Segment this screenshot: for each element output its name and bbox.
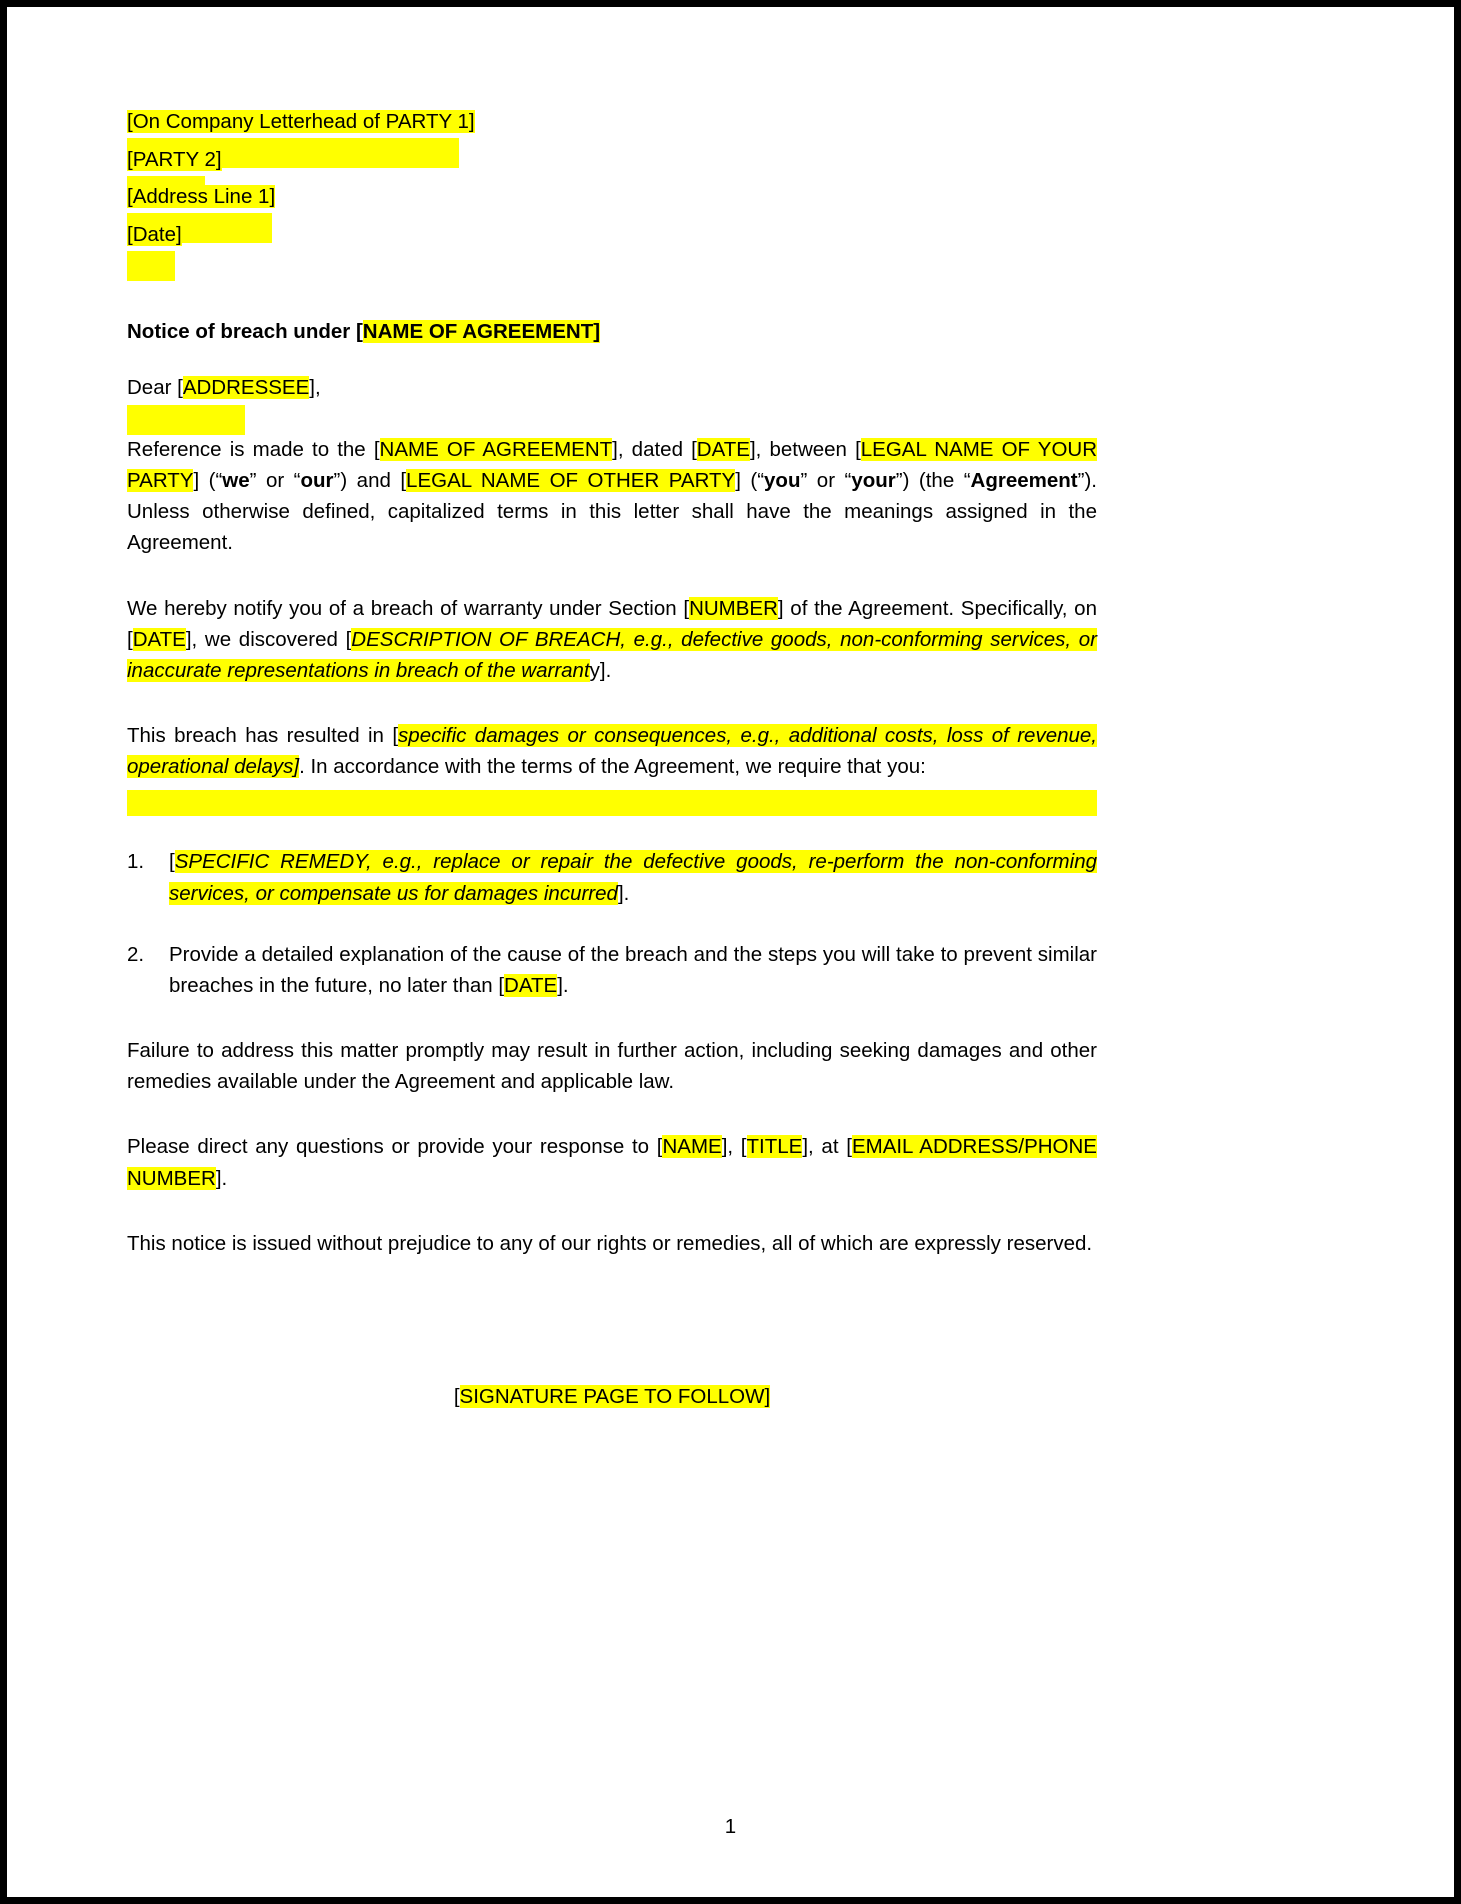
defined-term-you: you <box>764 469 801 493</box>
letter-body <box>127 7 1097 1407</box>
heading-prefix: Notice of breach under [ <box>127 320 363 343</box>
letterhead-line-3 <box>127 187 1097 208</box>
text-segment: y]. <box>589 658 612 682</box>
text-segment: ] (“ <box>735 469 765 493</box>
letterhead-line-4-text: [Date] <box>127 222 182 246</box>
text-segment: ] of the Agreement. Specifically, on [ <box>127 596 1097 651</box>
salutation-placeholder: ADDRESSEE <box>182 375 310 399</box>
paragraph-failure: Failure to address this matter promptly may result in further action, including seeking damages and other remedies available under the Agreement and applicable law. <box>127 1039 1097 1094</box>
placeholder-legal-name-other-party: LEGAL NAME OF OTHER PARTY <box>406 469 736 493</box>
list-item <box>127 816 1097 908</box>
text-segment: [ <box>453 1384 460 1408</box>
placeholder-date: DATE <box>504 973 558 997</box>
page-number-footer: 1 <box>724 1815 737 1838</box>
text-segment: ], between [ <box>749 438 861 461</box>
text-segment: ], at [ <box>802 1135 852 1159</box>
text-segment: ], we discovered [ <box>185 627 352 651</box>
letterhead-line-1 <box>127 112 1097 133</box>
letterhead-line-4 <box>127 222 1097 246</box>
text-segment: Provide a detailed explanation of the cause of the breach and the steps you will take to prevent similar breaches in the future, no later than [ <box>169 942 1097 997</box>
paragraph-reference <box>127 398 1097 559</box>
text-segment: ]. <box>215 1166 228 1190</box>
text-segment: ]. <box>557 973 569 997</box>
placeholder-date: DATE <box>696 438 750 461</box>
placeholder-name: NAME <box>662 1135 722 1159</box>
document-content-area <box>127 7 1097 1897</box>
text-segment: Reference is made to the [ <box>127 438 380 461</box>
page-title <box>127 262 1097 343</box>
text-segment: This breach has resulted in [ <box>127 724 399 748</box>
letterhead-line-1-text: [On Company Letterhead of PARTY 1] <box>127 110 475 133</box>
text-segment: ” or “ <box>800 469 852 493</box>
text-segment: Please direct any questions or provide your response to [ <box>127 1135 663 1159</box>
paragraph-notify <box>127 559 1097 686</box>
defined-term-your: your <box>851 469 896 493</box>
placeholder-description-of-breach: DESCRIPTION OF BREACH, e.g., defective goods, non-conforming services, or inaccurate representations in breach of the warrant <box>127 627 1097 682</box>
text-segment: ”). Unless otherwise defined, capitalized terms in this letter shall have the meanings assigned in the Agreement. <box>127 469 1097 555</box>
paragraph-contact <box>127 1097 1097 1193</box>
placeholder-email-phone: EMAIL ADDRESS/PHONE NUMBER <box>127 1135 1097 1190</box>
placeholder-specific-damages: specific damages or consequences, e.g., additional costs, loss of revenue, operational delays] <box>127 724 1097 779</box>
defined-term-agreement: Agreement <box>970 469 1078 493</box>
signature-note-placeholder: SIGNATURE PAGE TO FOLLOW] <box>459 1384 771 1408</box>
placeholder-date: DATE <box>132 627 186 651</box>
text-segment: . In accordance with the terms of the Agreement, we require that you: <box>299 755 926 779</box>
list-item-number: 2. <box>127 942 145 966</box>
text-segment: ”) and [ <box>333 469 407 493</box>
text-segment: ], dated [ <box>612 438 697 461</box>
text-segment: ], [ <box>721 1135 747 1159</box>
text-segment: [ <box>169 850 175 874</box>
text-segment: ” or “ <box>249 469 301 493</box>
defined-term-we: we <box>222 469 250 493</box>
text-segment: We hereby notify you of a breach of warranty under Section [ <box>127 596 690 620</box>
list-item <box>127 909 1097 1001</box>
letterhead-line-2 <box>127 147 1097 171</box>
placeholder-number: NUMBER <box>689 596 778 620</box>
paragraph-damages <box>127 686 1097 782</box>
letterhead-line-2-text: [PARTY 2] <box>127 147 222 171</box>
list-item-number: 1. <box>127 850 145 874</box>
placeholder-name-of-agreement: NAME OF AGREEMENT <box>379 438 613 461</box>
remedies-list <box>127 816 1097 1001</box>
highlight-band <box>127 790 1097 816</box>
letterhead-line-3-text: [Address Line 1] <box>127 185 276 208</box>
placeholder-legal-name-your-party: LEGAL NAME OF YOUR PARTY <box>127 438 1098 493</box>
salutation <box>127 343 1097 399</box>
salutation-prefix: Dear [ <box>127 375 183 399</box>
defined-term-our: our <box>300 469 334 493</box>
salutation-suffix: ], <box>309 375 321 399</box>
text-segment: ] (“ <box>193 469 223 493</box>
text-segment: ”) (the “ <box>895 469 971 493</box>
placeholder-specific-remedy: SPECIFIC REMEDY, e.g., replace or repair the defective goods, re-perform the non-conforming services, or compensate us for damages incurred <box>169 850 1097 905</box>
heading-placeholder: NAME OF AGREEMENT] <box>362 320 601 343</box>
paragraph-without-prejudice: This notice is issued without prejudice to any of our rights or remedies, all of which are expressly reserved. <box>127 1231 1093 1255</box>
placeholder-title: TITLE <box>746 1135 803 1159</box>
text-segment: ]. <box>617 881 630 905</box>
highlight-tail <box>127 405 245 435</box>
highlight-tail <box>127 251 175 281</box>
signature-page-note <box>127 1259 1097 1408</box>
